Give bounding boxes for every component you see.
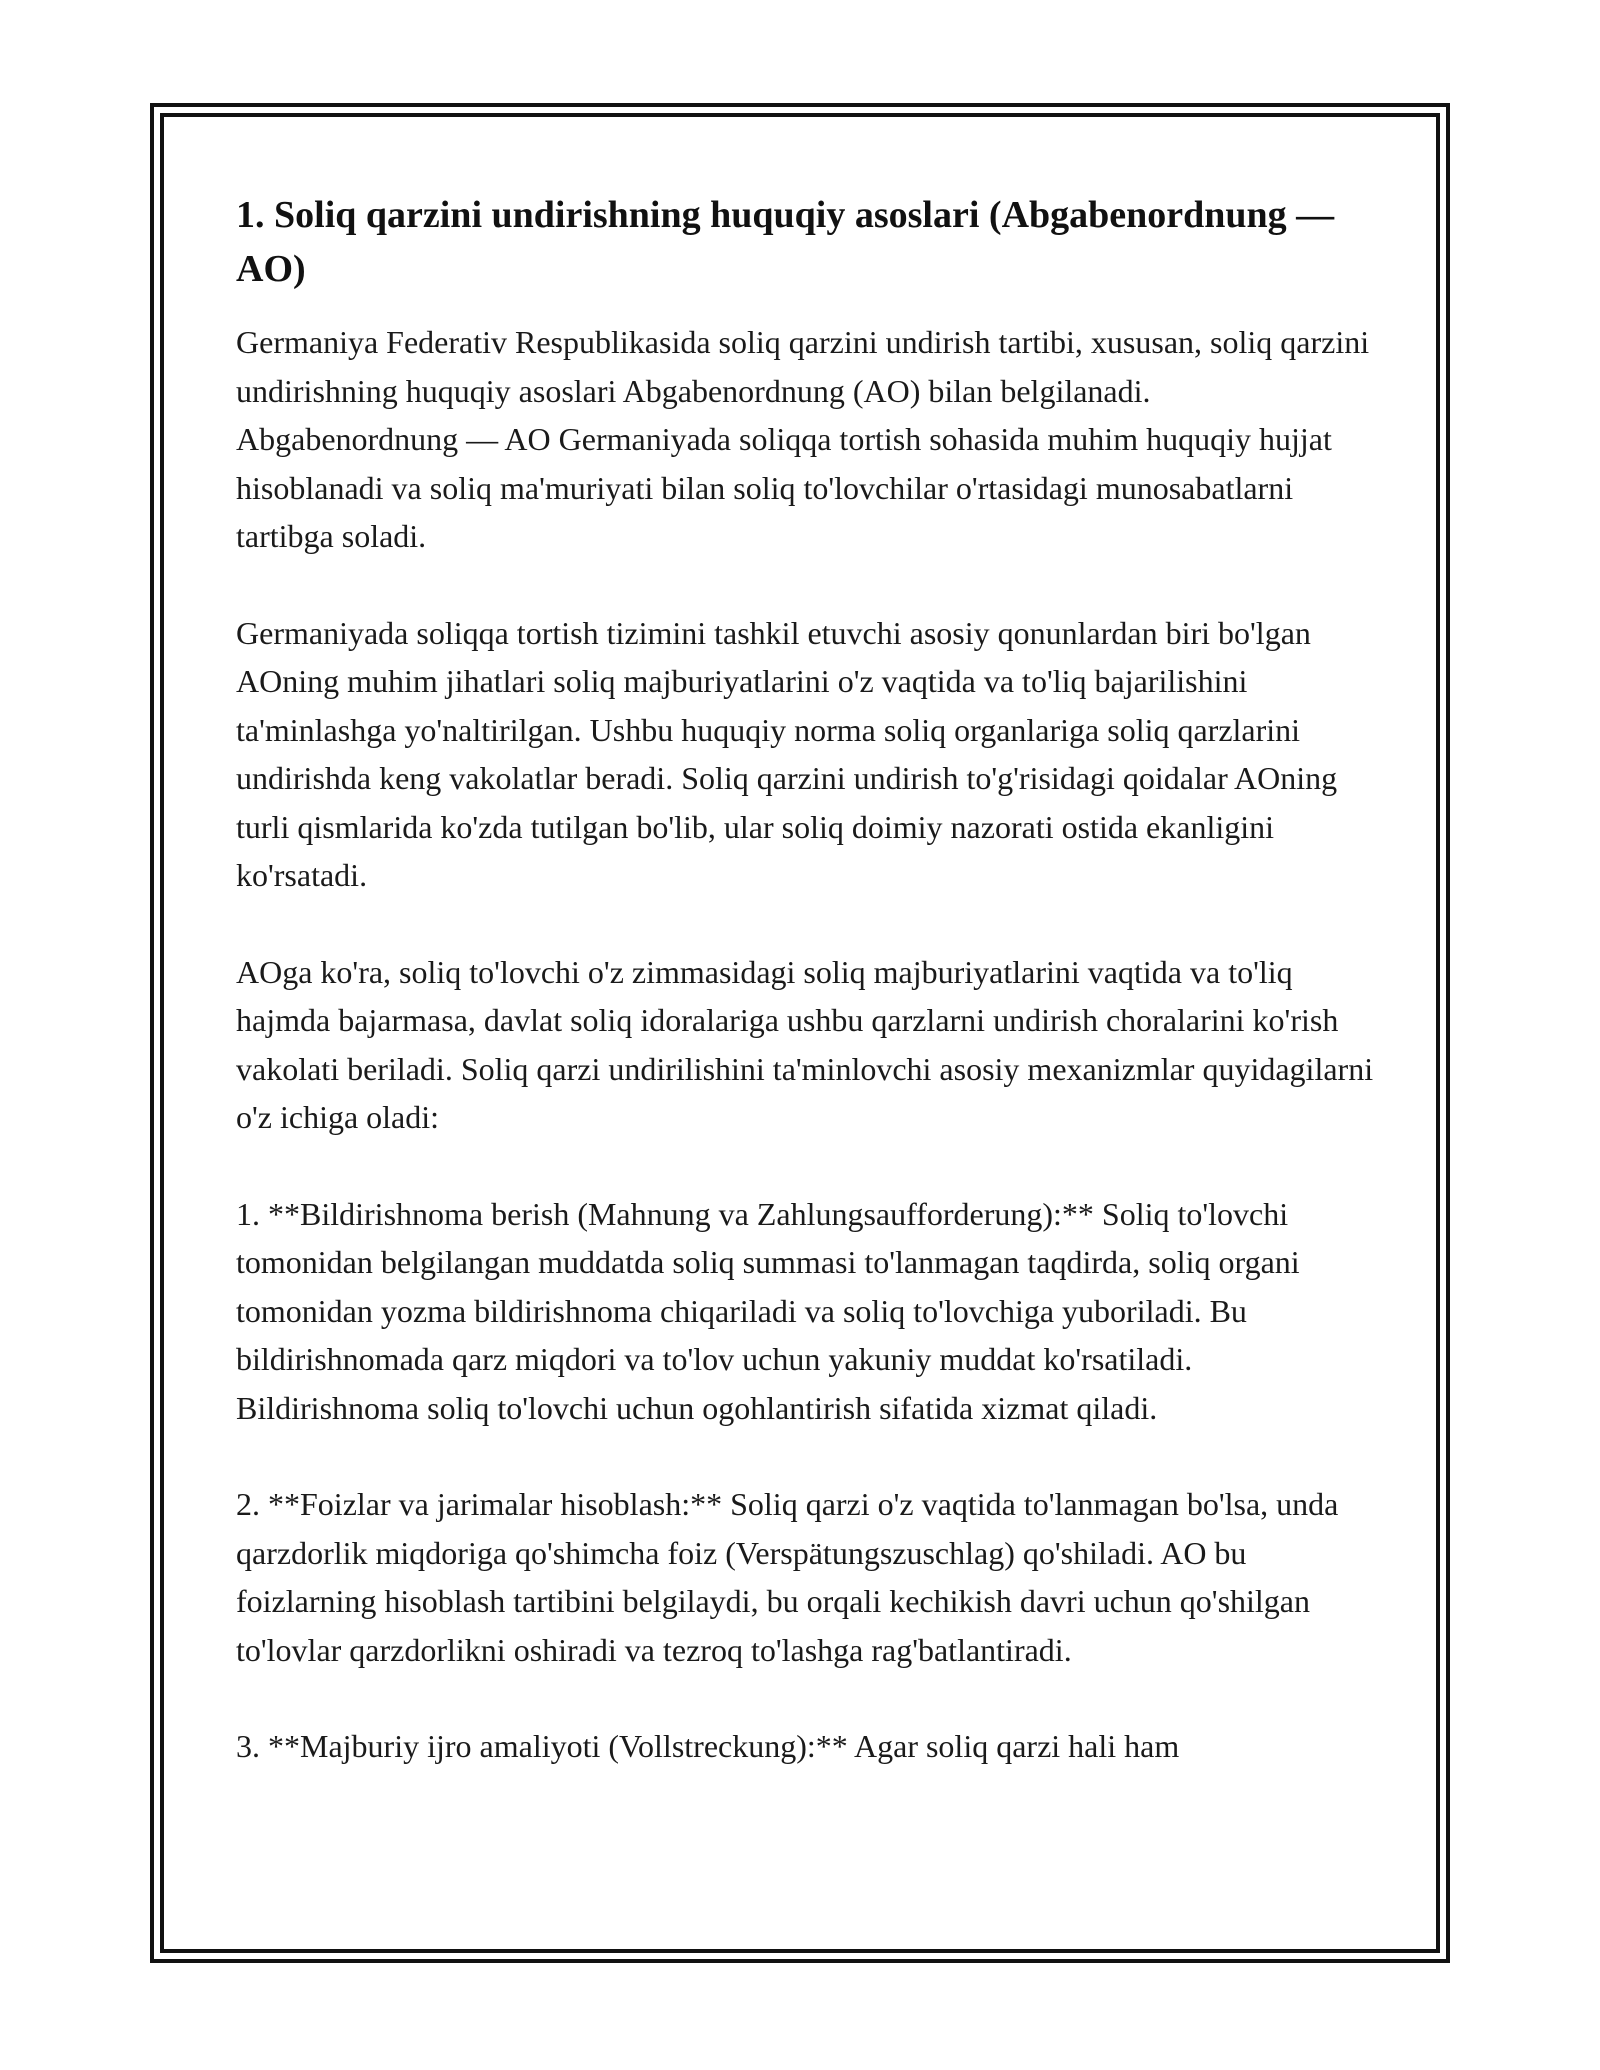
paragraph-2: Germaniyada soliqqa tortish tizimini tashkil etuvchi asosiy qonunlardan biri bo'lgan AOning muhim jihatlari soliq majburiyatlarini o'z vaqtida va to'liq bajarilishini ta'minlashga yo'naltirilgan. Ushbu huquqiy norma soliq organlariga soliq qarzlarini undirishda keng vakolatlar beradi. Soliq qarzini undirish to'g'risidagi qoidalar AOning turli qismlarida ko'zda tutilgan bo'lib, ular soliq doimiy nazorati ostida ekanligini ko'rsatadi. [236, 614, 1338, 893]
list-item-2: 2. **Foizlar va jarimalar hisoblash:** Soliq qarzi o'z vaqtida to'lanmagan bo'lsa, unda qarzdorlik miqdoriga qo'shimcha foiz (Verspätungszuschlag) qo'shiladi. AO bu foizlarning hisoblash tartibini belgilaydi, bu orqali kechikish davri uchun qo'shilgan to'lovlar qarzdorlikni oshiradi va tezroq to'lashga rag'batlantiradi. [236, 1486, 1339, 1668]
list-item-3: 3. **Majburiy ijro amaliyoti (Vollstreckung):** Agar soliq qarzi hali ham [236, 1728, 1180, 1764]
document-body [236, 188, 1376, 1771]
paragraph-1: Germaniya Federativ Respublikasida soliq qarzini undirish tartibi, xususan, soliq qarzini undirishning huquqiy asoslari Abgabenordnung (AO) bilan belgilanadi. Abgabenordnung — AO Germaniyada soliqqa tortish sohasida muhim huquqiy hujjat hisoblanadi va soliq ma'muriyati bilan soliq to'lovchilar o'rtasidagi munosabatlarni tartibga soladi. [236, 324, 1370, 554]
section-title: 1. Soliq qarzini undirishning huquqiy asoslari (Abgabenordnung — AO) [236, 194, 1335, 290]
list-item-1: 1. **Bildirishnoma berish (Mahnung va Zahlungsaufforderung):** Soliq to'lovchi tomonidan belgilangan muddatda soliq summasi to'lanmagan taqdirda, soliq organi tomonidan yozma bildirishnoma chiqariladi va soliq to'lovchiga yuboriladi. Bu bildirishnomada qarz miqdori va to'lov uchun yakuniy muddat ko'rsatiladi. Bildirishnoma soliq to'lovchi uchun ogohlantirish sifatida xizmat qiladi. [236, 1195, 1300, 1426]
paragraph-3: AOga ko'ra, soliq to'lovchi o'z zimmasidagi soliq majburiyatlarini vaqtida va to'liq hajmda bajarmasa, davlat soliq idoralariga ushbu qarzlarni undirish choralarini ko'rish vakolati beriladi. Soliq qarzi undirilishini ta'minlovchi asosiy mexanizmlar quyidagilarni o'z ichiga oladi: [236, 953, 1374, 1135]
